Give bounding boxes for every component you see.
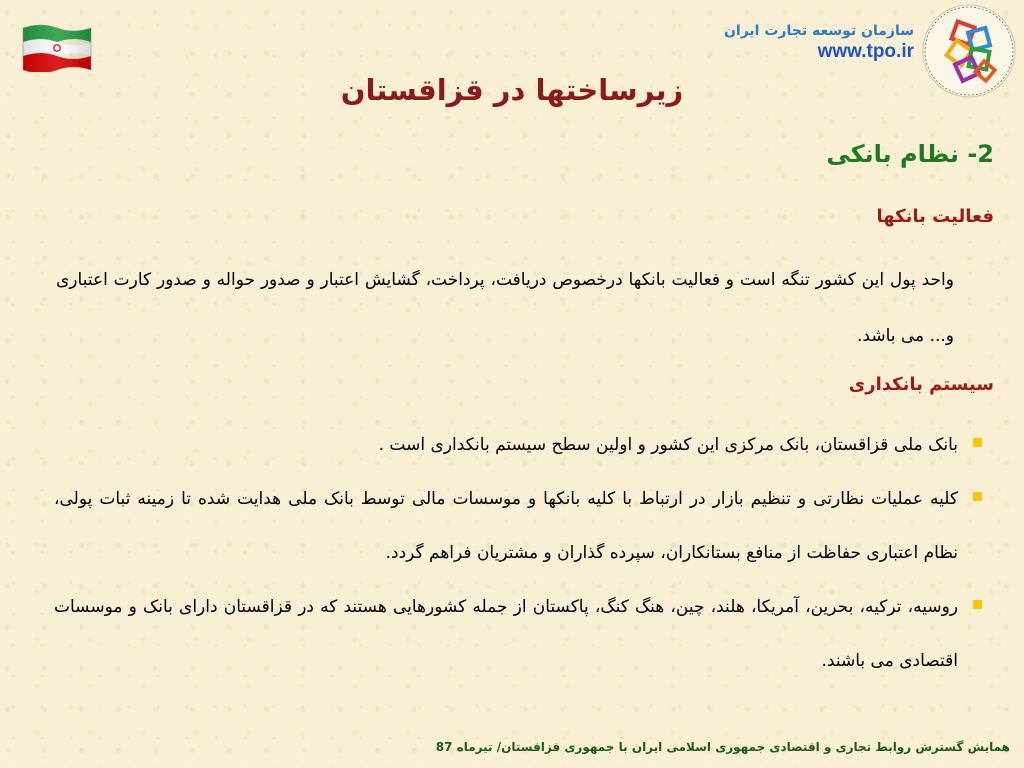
organization-name: سازمان توسعه تجارت ایران: [723, 23, 914, 39]
bullet-square-icon: [973, 492, 982, 501]
bullet-text: کلیه عملیات نظارتی و تنظیم بازار در ارتباط با کلیه بانکها و موسسات مالی توسط بانک ملی هدایت شده تا زمینه ثبات پولی، نظام اعتباری حفاظت از منافع بستانکاران، سپرده گذاران و مشتریان فراهم گردد.: [54, 489, 958, 563]
bullet-square-icon: [973, 600, 982, 609]
subheading-banking-system: سیستم بانکداری: [848, 374, 994, 395]
bullet-item: [54, 580, 958, 688]
tpo-logo-icon: [920, 2, 1018, 100]
footer-caption: همایش گسترش روابط تجاری و اقتصادی جمهوری اسلامی ایران با جمهوری قزاقستان/ تیرماه 87: [435, 740, 1010, 754]
iran-flag-icon: [21, 22, 93, 72]
slide-title: زیرساختها در قزاقستان: [340, 73, 684, 107]
paragraph-bank-activity: واحد پول این کشور تنگه است و فعالیت بانکها درخصوص دریافت، پرداخت، گشایش اعتبار و صدور حواله و صدور کارت اعتباری و... می باشد.: [56, 270, 954, 346]
bullet-item: [54, 418, 958, 472]
bullet-square-icon: [973, 438, 982, 447]
organization-header: [724, 20, 914, 62]
organization-url[interactable]: www.tpo.ir: [817, 41, 914, 62]
subheading-bank-activity: فعالیت بانکها: [876, 206, 994, 227]
bullet-text: بانک ملی قزاقستان، بانک مرکزی این کشور و اولین سطح سیستم بانکداری است .: [378, 435, 958, 455]
section-heading: 2- نظام بانکی: [826, 140, 994, 168]
bullet-text: روسیه، ترکیه، بحرین، آمریکا، هلند، چین، هنگ کنگ، پاکستان از جمله کشورهایی هستند که در قزاقستان دارای بانک و موسسات اقتصادی می باشند.: [54, 597, 958, 671]
bullet-list: [54, 418, 958, 688]
bullet-item: [54, 472, 958, 580]
